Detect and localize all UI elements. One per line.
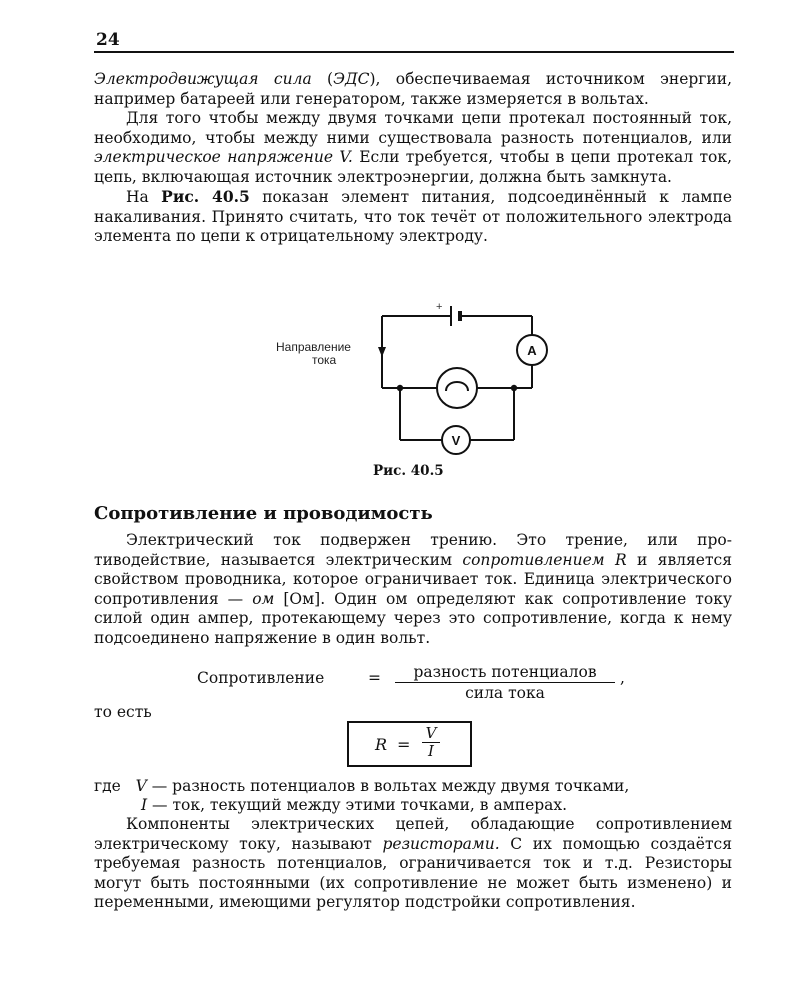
resistors-text-block (94, 815, 732, 913)
formula-comma: , (620, 669, 625, 687)
formula-i: I (428, 742, 434, 760)
text-fragment: Если требуется, чтобы в цепи протекал ток, цепь, включающая источник электроэнергии, должна быть замкнута. (94, 148, 732, 186)
formula-lhs: Сопротивление (197, 669, 325, 687)
text-fragment: Компоненты электрических цепей, обладающие сопротивлением электрическому току, называют (94, 815, 732, 853)
junction-dot (397, 385, 403, 391)
current-direction-label-line2: тока (312, 353, 337, 367)
ammeter-symbol: A (527, 343, 537, 358)
lamp-filament (446, 382, 468, 391)
formula-equals: = (368, 669, 381, 687)
i-description: — ток, текущий между этими точками, в амперах. (147, 796, 568, 814)
paragraph-resistors (94, 815, 732, 913)
v-symbol: V (135, 777, 147, 795)
text-fragment: Для того чтобы между двумя точками цепи протекал постоянный ток, необходимо, чтобы между ними существовала разность потенциалов, или (94, 109, 732, 147)
header-rule (94, 51, 734, 53)
where-v-line (94, 777, 734, 796)
paragraph-voltage (94, 109, 732, 187)
voltage-term: электрическое напряжение V. (94, 148, 353, 166)
that-is-text: то есть (94, 703, 152, 721)
paragraph-emf (94, 70, 732, 109)
ohm-unit: ом (252, 589, 275, 608)
formula-r: R (375, 735, 388, 754)
formula-equals: = (397, 735, 411, 754)
current-direction-label: Направление (276, 340, 351, 354)
v-description: — разность потенциалов в вольтах между двумя точками, (146, 777, 630, 795)
ohms-law-formula-box (347, 721, 472, 767)
text-fragment: Электрический ток подвержен трению. Это трение, или противодействие, называется электрическим (94, 531, 732, 569)
circuit-diagram (260, 295, 550, 455)
where-i-line (141, 796, 781, 815)
resistance-term: сопротивлением R (462, 550, 627, 569)
text-fragment: ), обеспечиваемая источником энергии, например батареей или генератором, также измеряется в вольтах. (94, 70, 732, 108)
junction-dot (511, 385, 517, 391)
page-number: 24 (96, 30, 120, 50)
resistors-term: резисторами. (382, 834, 500, 853)
text-fragment: На (126, 188, 162, 206)
lamp-circle (437, 368, 477, 408)
formula-denominator: сила тока (465, 684, 545, 702)
text-fragment: и является свойством проводника, которое ограничивает ток. Единица электрического сопротивления — (94, 550, 733, 608)
emf-abbr: ЭДС (333, 70, 370, 88)
emf-term: Электродвижущая сила (94, 70, 312, 88)
where-intro: где (94, 777, 121, 795)
intro-text-block (94, 70, 732, 247)
voltmeter-symbol: V (451, 433, 461, 448)
text-fragment: [Ом]. Один ом определяют как сопротивление току силой один ампер, протекающему через это сопротивление, когда к нему подсоединено напряжение в один вольт. (94, 589, 733, 647)
i-symbol: I (141, 796, 148, 814)
formula-numerator: разность потенциалов (395, 663, 615, 683)
current-arrow-icon (378, 347, 386, 357)
text-fragment: показан элемент питания, подсоединённый к лампе накаливания. Принято считать, что ток течёт от положительного электрода элемента по цепи к отрицательному электроду. (94, 188, 732, 245)
section-heading: Сопротивление и проводимость (94, 503, 433, 524)
figure-reference: Рис. 40.5 (161, 187, 250, 206)
paragraph-figure-ref (94, 187, 732, 247)
figure-caption: Рис. 40.5 (373, 463, 444, 479)
text-fragment: С их помощью создаётся требуемая разность потенциалов, ограничивается ток и т.д. Резисторы могут быть постоянными (их сопротивление не может быть изменено) и переменными, имеющими регулятор подстройки сопротивления. (94, 834, 732, 911)
paragraph-resistance (94, 531, 732, 648)
text-fragment: ( (311, 70, 334, 88)
formula-v: V (422, 725, 440, 743)
resistance-text-block (94, 531, 732, 648)
battery-plus-sign: + (436, 301, 443, 313)
